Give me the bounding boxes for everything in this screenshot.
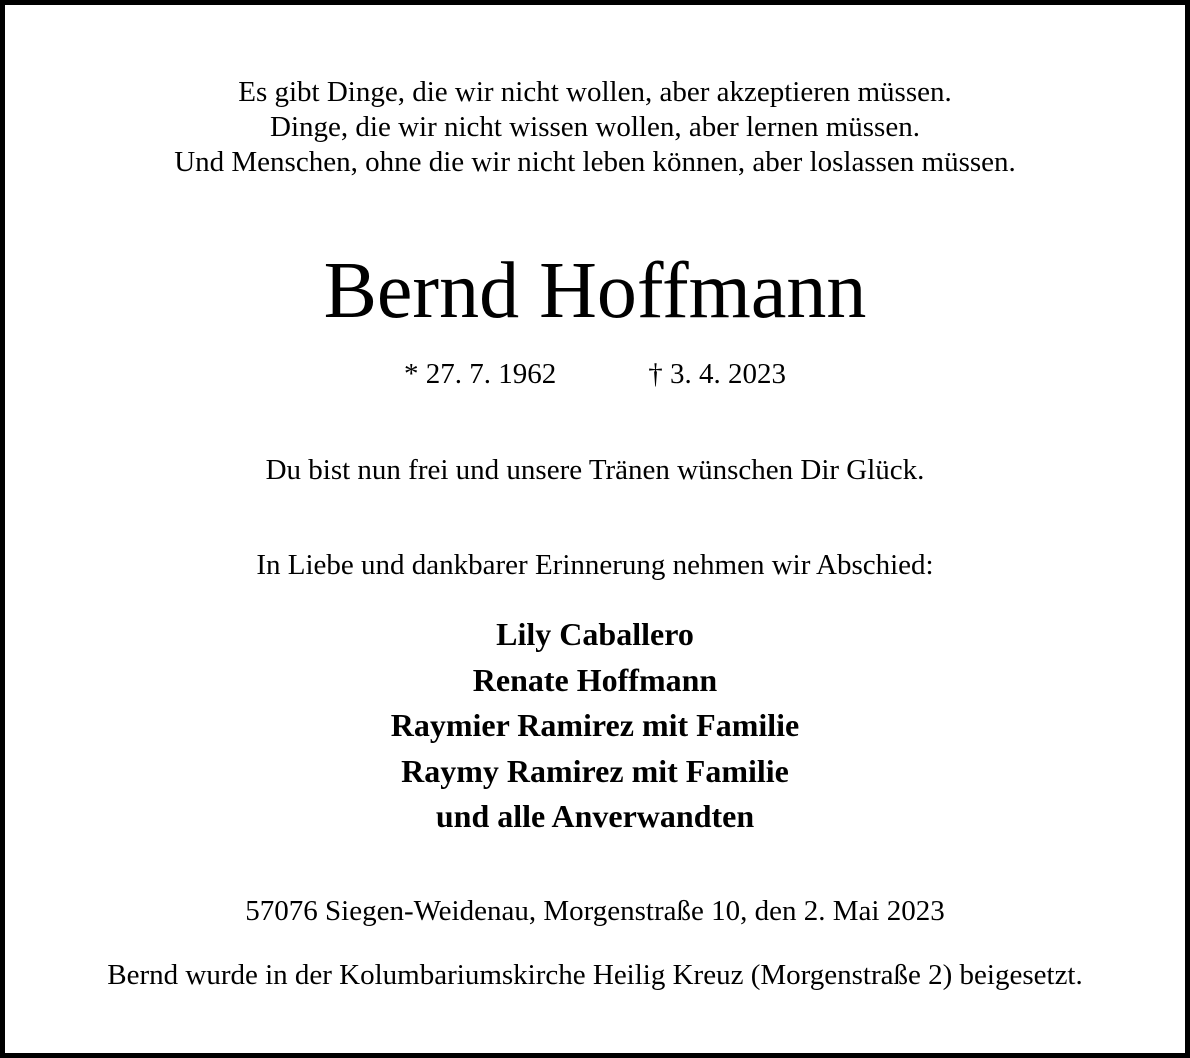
mourner-name: Raymier Ramirez mit Familie xyxy=(390,707,800,743)
death-date: † 3. 4. 2023 xyxy=(648,358,786,390)
burial-note: Bernd wurde in der Kolumbariumskirche Heilig Kreuz (Morgenstraße 2) beigesetzt. xyxy=(107,959,1083,991)
mourner-name: Raymy Ramirez mit Familie xyxy=(401,752,789,789)
quote-line-2: Dinge, die wir nicht wissen wollen, aber lernen müssen. xyxy=(270,111,920,143)
farewell-intro: In Liebe und dankbarer Erinnerung nehmen wir Abschied: xyxy=(256,549,934,581)
mourners-list xyxy=(0,612,1190,840)
quote-line-3: Und Menschen, ohne die wir nicht leben können, aber loslassen müssen. xyxy=(174,146,1016,178)
mourner-name: und alle Anverwandten xyxy=(435,798,755,834)
deceased-name: Bernd Hoffmann xyxy=(323,247,867,335)
quote-line-1: Es gibt Dinge, die wir nicht wollen, aber akzeptieren müssen. xyxy=(238,76,952,108)
mourner-name: Lily Caballero xyxy=(496,616,694,652)
mourner-name: Renate Hoffmann xyxy=(472,661,718,698)
verse-line: Du bist nun frei und unsere Tränen wünschen Dir Glück. xyxy=(265,454,925,486)
address-date-line: 57076 Siegen-Weidenau, Morgenstraße 10, den 2. Mai 2023 xyxy=(245,895,945,927)
life-dates xyxy=(0,356,1190,392)
birth-date: * 27. 7. 1962 xyxy=(404,358,557,390)
